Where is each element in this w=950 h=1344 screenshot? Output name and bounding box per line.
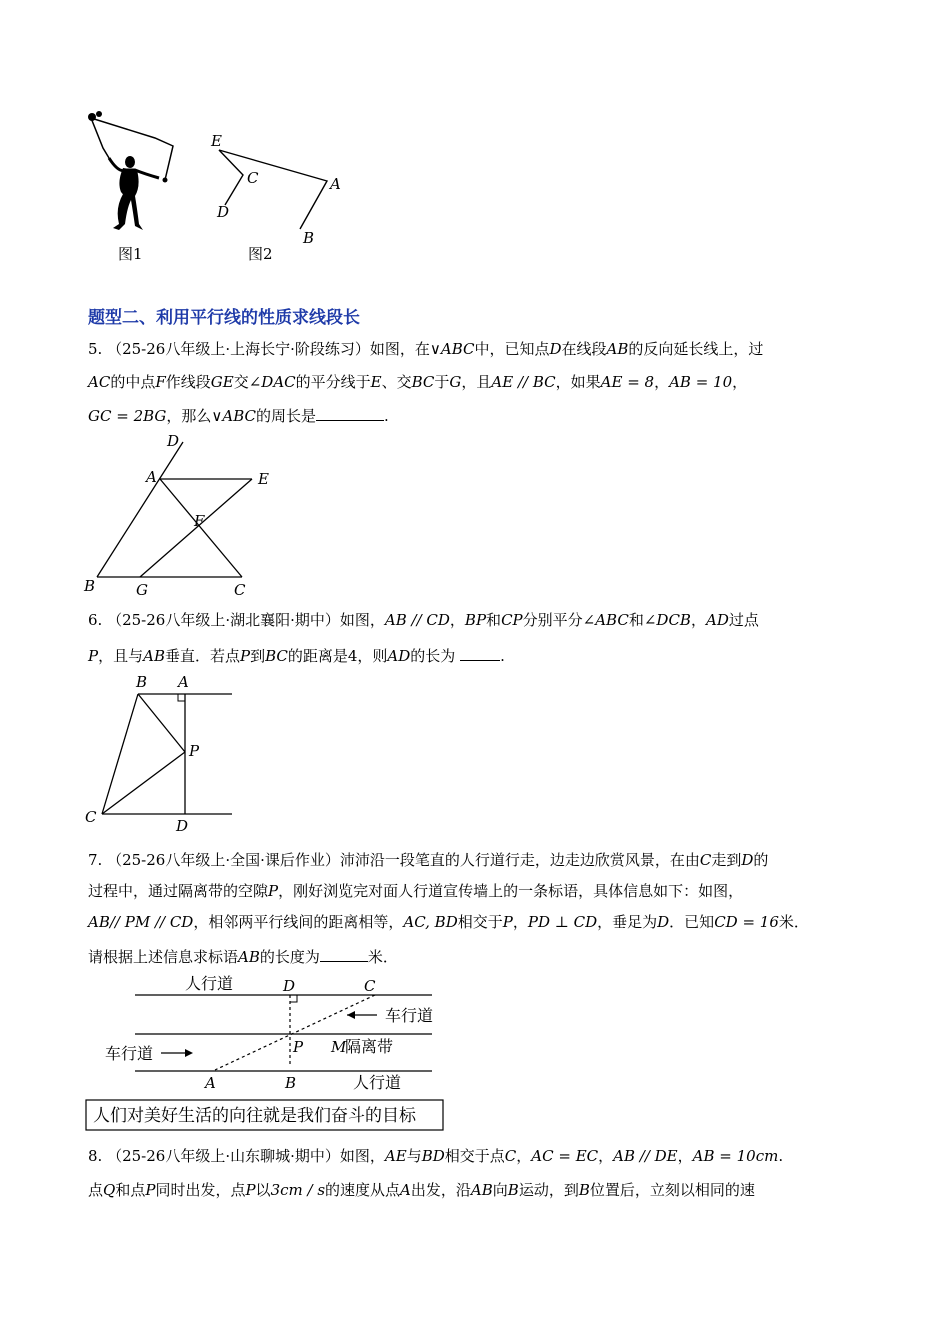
label-B: B — [303, 229, 315, 247]
label-F: F — [194, 512, 205, 530]
q6-text: 垂直．若点 — [164, 647, 240, 665]
q5-math: AB = 10 — [669, 373, 733, 391]
label-G: G — [136, 581, 148, 599]
q6-text: 过点 — [728, 611, 759, 629]
label-D: D — [283, 977, 296, 995]
figure-1-caption: 图1 — [118, 245, 143, 263]
q5-math: G — [449, 373, 462, 391]
q8-text: . — [778, 1147, 784, 1165]
q7-line-2 — [88, 881, 743, 901]
q7-math: AC, BD — [403, 913, 458, 931]
q7-text: 请根据上述信息求标语 — [88, 948, 239, 966]
q6-line-2 — [88, 644, 505, 666]
q6-math: P — [88, 647, 99, 665]
q8-text: 向 — [492, 1181, 508, 1199]
q8-math: AE — [384, 1147, 407, 1165]
q8-text: 同时出发，点 — [155, 1181, 246, 1199]
q5-text: ，且 — [461, 373, 492, 391]
label-E: E — [211, 132, 222, 150]
segment-EAB — [219, 150, 327, 229]
q6-text: . — [500, 647, 505, 665]
label-C: C — [234, 581, 246, 599]
q8-line-1 — [88, 1146, 783, 1166]
q7-number: 7. — [88, 851, 103, 869]
median-label: 隔离带 — [345, 1037, 394, 1056]
q5-math: AC — [88, 373, 111, 391]
q7-text: 沛沛沿一段笔直的人行道行走，边走边欣赏风景，在由 — [339, 851, 700, 869]
q6-math: P — [239, 647, 251, 665]
q7-text: ，刚好浏览完对面人行道宣传墙上的一条标语，具体信息如下：如图， — [278, 882, 744, 900]
slogan-text: 人们对美好生活的向往就是我们奋斗的目标 — [93, 1106, 416, 1126]
q7-answer-blank[interactable] — [320, 945, 368, 962]
q6-text: ， — [690, 611, 706, 629]
q6-text: 如图， — [339, 611, 385, 629]
q7-math: AB// PM // CD — [88, 913, 194, 931]
q8-math: P — [145, 1181, 156, 1199]
label-P: P — [189, 742, 200, 760]
label-C: C — [85, 808, 97, 826]
q5-figure — [82, 430, 282, 600]
q6-text: 分别平分 — [522, 611, 583, 629]
q6-math: AD — [705, 611, 729, 629]
q6-math: BC — [265, 647, 288, 665]
q6-text: 和 — [628, 611, 644, 629]
q8-math: AC = EC — [531, 1147, 599, 1165]
q7-math: P — [502, 913, 513, 931]
q5-text: ，如果 — [555, 373, 601, 391]
label-A: A — [178, 673, 189, 691]
q8-number: 8. — [88, 1147, 103, 1165]
label-A: A — [205, 1074, 216, 1092]
q7-line-4 — [88, 945, 398, 967]
q8-text: 点 — [88, 1181, 104, 1199]
q8-text: 的速度从点 — [325, 1181, 401, 1199]
q8-text: 与 — [406, 1147, 422, 1165]
q5-source: （25-26八年级上·上海长宁·阶段练习） — [107, 340, 370, 358]
q7-source: （25-26八年级上·全国·课后作业） — [107, 851, 340, 869]
q5-text: 于 — [434, 373, 450, 391]
q6-math: AD — [387, 647, 411, 665]
q6-math: ∠DCB — [643, 611, 691, 629]
q7-text: 相交于 — [457, 913, 503, 931]
label-A: A — [330, 175, 341, 193]
figure-2-caption: 图2 — [248, 245, 273, 263]
label-C: C — [247, 169, 259, 187]
q5-text: 、交 — [381, 373, 412, 391]
q5-text: 的周长是 — [256, 407, 317, 425]
q5-line-3 — [88, 404, 389, 426]
q5-text: 中，已知点 — [474, 340, 550, 358]
q7-text: 的长度为 — [259, 948, 320, 966]
q7-line-1 — [88, 850, 768, 870]
q5-math: BC — [411, 373, 435, 391]
q5-text: ， — [654, 373, 670, 391]
q7-math: CD = 16 — [714, 913, 779, 931]
q8-text: ， — [598, 1147, 614, 1165]
q6-text: 的距离是4，则 — [287, 647, 388, 665]
q5-text: 在线段 — [561, 340, 607, 358]
q7-text: 的 — [753, 851, 769, 869]
q6-number: 6. — [88, 611, 103, 629]
car-lane-right-label: 车行道 — [385, 1006, 434, 1025]
q8-math: AB = 10cm — [692, 1147, 779, 1165]
q7-text: ，相邻两平行线间的距离相等， — [193, 913, 404, 931]
q5-math: AE = 8 — [600, 373, 655, 391]
q8-math: BD — [421, 1147, 445, 1165]
q7-math: P — [268, 882, 279, 900]
q8-math: P — [245, 1181, 256, 1199]
label-D: D — [176, 817, 189, 835]
q8-math: AB — [470, 1181, 493, 1199]
q6-text: ，且与 — [98, 647, 144, 665]
label-A: A — [146, 468, 157, 486]
q8-text: 以 — [255, 1181, 271, 1199]
q5-math: GE — [210, 373, 234, 391]
q7-text: ．已知 — [669, 913, 715, 931]
q8-math: B — [507, 1181, 519, 1199]
q7-line-3 — [88, 912, 809, 932]
label-B: B — [136, 673, 148, 691]
q6-math: AB — [143, 647, 165, 665]
sidewalk-bottom-label: 人行道 — [353, 1073, 402, 1092]
q5-line-2 — [88, 372, 747, 392]
q6-math: AB // CD — [384, 611, 450, 629]
q6-figure — [80, 670, 250, 840]
q8-text: 运动，到 — [518, 1181, 579, 1199]
label-B: B — [285, 1074, 297, 1092]
q7-math: PD ⊥ CD — [527, 913, 598, 931]
q8-math: 3cm / s — [270, 1181, 326, 1199]
q7-text: ，垂足为 — [597, 913, 658, 931]
q8-text: ， — [516, 1147, 532, 1165]
q5-math: E — [370, 373, 382, 391]
q5-text: ， — [732, 373, 748, 391]
rope-line-left — [91, 118, 109, 158]
q7-text: 过程中，通过隔离带的空隙 — [88, 882, 269, 900]
label-C: C — [364, 977, 376, 995]
q6-math: BP — [464, 611, 487, 629]
q8-math: B — [578, 1181, 590, 1199]
q5-math: AE // BC — [491, 373, 556, 391]
label-B: B — [84, 577, 96, 595]
q5-answer-blank[interactable] — [316, 404, 384, 421]
figure-2-diagram — [205, 125, 355, 250]
q5-text: 如图，在 — [369, 340, 430, 358]
label-M: M — [331, 1038, 347, 1056]
q8-text: 如图， — [339, 1147, 385, 1165]
q5-math: AB — [606, 340, 629, 358]
label-E: E — [258, 470, 269, 488]
q7-text: 走到 — [711, 851, 742, 869]
q8-text: 和点 — [115, 1181, 146, 1199]
q5-math: ∨ABC — [429, 340, 475, 358]
q6-text: 和 — [486, 611, 502, 629]
q8-math: Q — [103, 1181, 116, 1199]
q7-math: C — [699, 851, 712, 869]
q5-line-1 — [88, 339, 763, 359]
car-lane-left-label: 车行道 — [105, 1044, 154, 1063]
q7-math: D — [741, 851, 754, 869]
q8-math: A — [400, 1181, 411, 1199]
q7-math: D — [657, 913, 670, 931]
q6-text: 的长为 — [410, 647, 456, 665]
q5-number: 5. — [88, 340, 103, 358]
label-D: D — [217, 203, 230, 221]
q6-line-1 — [88, 610, 759, 630]
segment-DCE — [219, 150, 243, 205]
q5-text: 交 — [233, 373, 249, 391]
q5-text: 作线段 — [165, 373, 211, 391]
q5-math: F — [155, 373, 166, 391]
q8-text: 出发，沿 — [410, 1181, 471, 1199]
label-P: P — [293, 1038, 304, 1056]
q7-text: 米． — [778, 913, 809, 931]
section-heading: 题型二、利用平行线的性质求线段长 — [88, 308, 360, 328]
q5-text: 的中点 — [110, 373, 156, 391]
sidewalk-top-label: 人行道 — [185, 974, 234, 993]
q5-math: ∠DAC — [248, 373, 296, 391]
q5-text: 的反向延长线上，过 — [628, 340, 764, 358]
label-D: D — [167, 432, 180, 450]
q6-math: CP — [501, 611, 523, 629]
q8-math: C — [504, 1147, 517, 1165]
q6-math: ∠ABC — [582, 611, 629, 629]
q7-figure — [85, 970, 460, 1135]
q7-text: ， — [512, 913, 528, 931]
q7-math: AB — [238, 948, 260, 966]
q8-source: （25-26八年级上·山东聊城·期中） — [107, 1147, 340, 1165]
figure-1-jump-rope — [85, 108, 185, 238]
q5-math: ∨ABC — [211, 407, 257, 425]
q5-text: ，那么 — [166, 407, 212, 425]
q8-math: AB // DE — [613, 1147, 678, 1165]
q8-text: ， — [677, 1147, 693, 1165]
q6-source: （25-26八年级上·湖北襄阳·期中） — [107, 611, 340, 629]
q6-text: 到 — [250, 647, 266, 665]
q5-math: D — [549, 340, 562, 358]
q8-text: 相交于点 — [444, 1147, 505, 1165]
q6-text: ， — [449, 611, 465, 629]
q5-text: 的平分线于 — [295, 373, 371, 391]
q7-text: 米． — [367, 948, 398, 966]
q5-math: GC = 2BG — [88, 407, 167, 425]
q8-line-2 — [88, 1180, 755, 1200]
q8-text: 位置后，立刻以相同的速 — [589, 1181, 755, 1199]
q5-text: . — [384, 407, 389, 425]
q6-answer-blank[interactable] — [460, 644, 500, 661]
